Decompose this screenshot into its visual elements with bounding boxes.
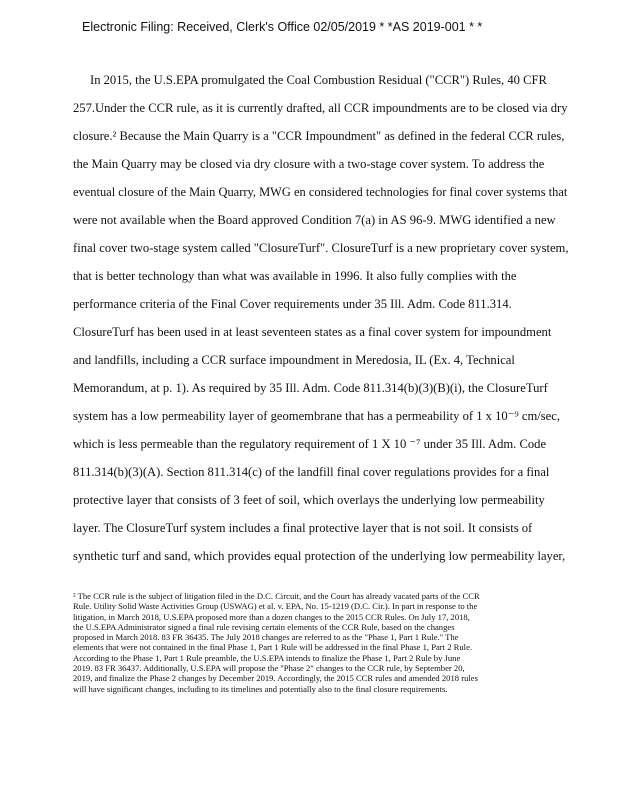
footnote-line: 2019, and finalize the Phase 2 changes by December 2019. Accordingly, the 2015 CCR rules and amended 2018 rules: [73, 673, 478, 684]
body-line: were not available when the Board approved Condition 7(a) in AS 96-9. MWG identified a new: [73, 213, 556, 227]
body-line: ClosureTurf has been used in at least seventeen states as a final cover system for impoundment: [73, 325, 552, 339]
body-line: closure.² Because the Main Quarry is a "CCR Impoundment" as defined in the federal CCR rules,: [73, 129, 565, 143]
body-text: [73, 70, 569, 574]
body-line: final cover two-stage system called "ClosureTurf". ClosureTurf is a new proprietary cover system,: [73, 241, 569, 255]
body-line: eventual closure of the Main Quarry, MWG en considered technologies for final cover systems that: [73, 185, 568, 199]
footnote-2: [73, 591, 573, 694]
footnote-line: the U.S.EPA Administrator signed a final rule revising certain elements of the CCR Rule, based on the changes: [73, 621, 455, 632]
footnote-line: elements that were not contained in the final Phase 1, Part 1 Rule will be addressed in the final Phase 1, Part 2 Rule.: [73, 642, 473, 653]
body-line: 811.314(b)(3)(A). Section 811.314(c) of the landfill final cover regulations provides for a final: [73, 465, 550, 479]
filing-stamp-header: Electronic Filing: Received, Clerk's Office 02/05/2019 * *AS 2019-001 * *: [82, 20, 483, 34]
footnote-line: proposed in March 2018. 83 FR 36435. The July 2018 changes are referred to as the "Phase 1, Part 1 Rule." The: [73, 632, 459, 643]
footnote-line: Rule. Utility Solid Waste Activities Group (USWAG) et al. v. EPA, No. 15-1219 (D.C. Cir.). In part in response to the: [73, 601, 478, 612]
body-line: which is less permeable than the regulatory requirement of 1 X 10 ⁻⁷ under 35 Ill. Adm. Code: [73, 437, 547, 451]
body-line: Memorandum, at p. 1). As required by 35 Ill. Adm. Code 811.314(b)(3)(B)(i), the ClosureTurf: [73, 381, 548, 395]
body-line: performance criteria of the Final Cover requirements under 35 Ill. Adm. Code 811.314.: [73, 297, 512, 311]
footnote-line: will have significant changes, including to its timelines and potentially also to the final closure requirements.: [73, 683, 448, 694]
body-line: In 2015, the U.S.EPA promulgated the Coal Combustion Residual ("CCR") Rules, 40 CFR: [90, 73, 547, 87]
footnote-line: ² The CCR rule is the subject of litigation filed in the D.C. Circuit, and the Court has already vacated parts of the CCR: [73, 591, 480, 601]
body-line: protective layer that consists of 3 feet of soil, which overlays the underlying low permeability: [73, 493, 545, 507]
body-line: that is better technology than what was available in 1996. It also fully complies with the: [73, 269, 517, 283]
body-line: synthetic turf and sand, which provides equal protection of the underlying low permeability layer,: [73, 549, 566, 563]
footnote-line: According to the Phase 1, Part 1 Rule preamble, the U.S.EPA intends to finalize the Phase 1, Part 2 Rule by June: [73, 652, 461, 663]
footnote-line: litigation, in March 2018, U.S.EPA proposed more than a dozen changes to the 2015 CCR Rules. On July 17, 2018,: [73, 611, 470, 622]
body-line: the Main Quarry may be closed via dry closure with a two-stage cover system. To address the: [73, 157, 545, 171]
body-line: system has a low permeability layer of geomembrane that has a permeability of 1 x 10⁻⁹ cm/sec,: [73, 409, 560, 423]
body-line: and landfills, including a CCR surface impoundment in Meredosia, IL (Ex. 4, Technical: [73, 353, 515, 367]
body-line: layer. The ClosureTurf system includes a final protective layer that is not soil. It consists of: [73, 521, 533, 535]
footnote-line: 2019. 83 FR 36437. Additionally, U.S.EPA will propose the "Phase 2" changes to the CCR rule, by September 20,: [73, 663, 465, 674]
body-line: 257.Under the CCR rule, as it is currently drafted, all CCR impoundments are to be closed via dry: [73, 101, 568, 115]
